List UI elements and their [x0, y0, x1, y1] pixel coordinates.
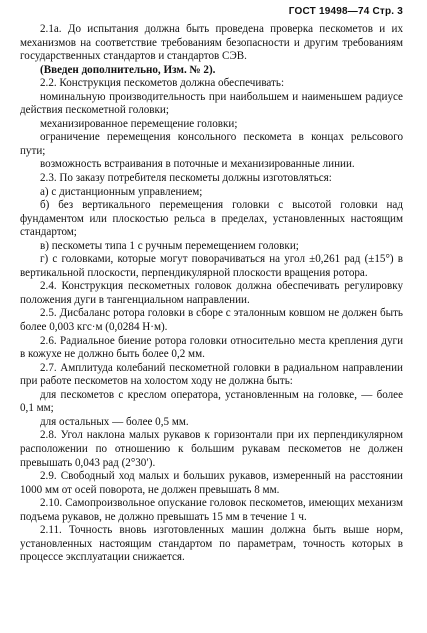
list-item-v: в) пескометы типа 1 с ручным перемещением головки;: [40, 239, 299, 252]
list-item: ограничение перемещения консольного пескомета в концах рельсового пути;: [20, 131, 403, 157]
list-item: номинальную производительность при наибольшем и наименьшем радиусе действия пескометной головки;: [20, 90, 403, 117]
paragraph-2-1a: 2.1а. До испытания должна быть проведена проверка пескометов и их механизмов на соответствие требованиям безопасности и другим требованиям государственных стандартов и стандартов СЭВ.: [20, 23, 403, 63]
list-item-b: б) без вертикального перемещения головки с высотой головки над фундаментом или плоскостью рельса в пределах, установленных настоящим стандартом;: [20, 199, 403, 239]
paragraph-2-4: 2.4. Конструкция пескометных головок должна обеспечивать регулировку положения дуги в тангенциальном направлении.: [20, 280, 403, 306]
list-item: для остальных — более 0,5 мм.: [40, 415, 189, 428]
paragraph-2-10: 2.10. Самопроизвольное опускание головок пескометов, имеющих механизм подъема рукавов, не должно превышать 15 мм в течение 1 ч.: [20, 497, 403, 523]
list-item: для пескометов с креслом оператора, установленным на головке, — более 0,1 мм;: [20, 388, 403, 415]
list-item-g: г) с головками, которые могут поворачиваться на угол ±0,261 рад (±15°) в вертикальной плоскости, перпендикулярной плоскости вращения ротора.: [20, 253, 403, 279]
paragraph-2-11: 2.11. Точность вновь изготовленных машин должна быть выше норм, установленных настоящим стандартом по параметрам, точность которых в процессе эксплуатации снижается.: [20, 524, 403, 564]
list-item: механизированное перемещение головки;: [40, 117, 238, 130]
paragraph-2-3: 2.3. По заказу потребителя пескометы должны изготовляться:: [40, 172, 332, 185]
list-item-a: а) с дистанционным управлением;: [40, 185, 203, 198]
paragraph-2-2: 2.2. Конструкция пескометов должна обеспечивать:: [40, 77, 285, 90]
paragraph-2-5: 2.5. Дисбаланс ротора головки в сборе с эталонным ковшом не должен быть более 0,003 кгс·м (0,0284 Н·м).: [20, 307, 403, 334]
list-item: возможность встраивания в поточные и механизированные линии.: [40, 158, 355, 171]
paragraph-2-6: 2.6. Радиальное биение ротора головки относительно места крепления дуги в кожухе не должно быть более 0,2 мм.: [20, 334, 403, 361]
paragraph-2-9: 2.9. Свободный ход малых и больших рукавов, измеренный на расстоянии 1000 мм от осей поворота, не должен превышать 8 мм.: [20, 470, 403, 496]
page-header: ГОСТ 19498—74 Стр. 3: [288, 6, 403, 17]
amendment-note: (Введен дополнительно, Изм. № 2).: [40, 63, 216, 76]
paragraph-2-7: 2.7. Амплитуда колебаний пескометной головки в радиальном направлении при работе пескометов на холостом ходу не должна быть:: [20, 361, 403, 388]
paragraph-2-8: 2.8. Угол наклона малых рукавов к горизонтали при их перпендикулярном расположении по отношению к большим рукавам пескометов не должен превышать 0,043 рад (2°30′).: [20, 429, 403, 469]
